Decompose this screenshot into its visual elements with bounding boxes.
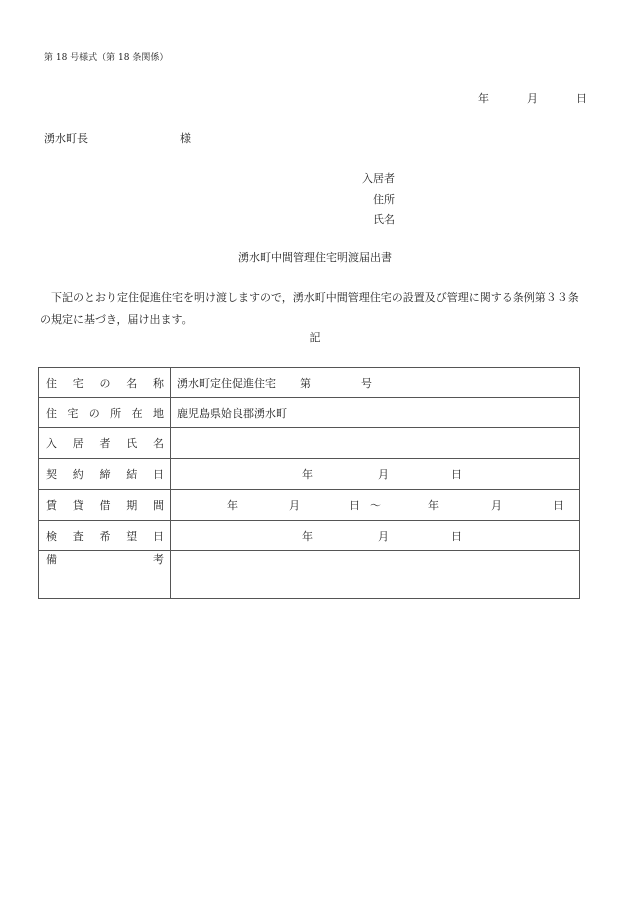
table-row-lease-period	[39, 490, 580, 521]
value-remarks[interactable]	[171, 551, 580, 599]
value-housing-location[interactable]	[171, 398, 580, 428]
table-row-resident-name	[39, 428, 580, 459]
table-row-housing-location	[39, 398, 580, 428]
label-inspection-date: 検 査 希 望 日	[39, 521, 171, 551]
notification-table	[38, 367, 580, 599]
value-housing-name[interactable]	[171, 368, 580, 398]
inspection-day-label: 日	[451, 529, 462, 543]
period-tilde: ～	[370, 499, 381, 512]
contract-month-label: 月	[378, 468, 389, 481]
period-end-year-label: 年	[428, 499, 439, 512]
value-lease-period[interactable]	[171, 490, 580, 521]
label-housing-name: 住 宅 の 名 称	[39, 368, 171, 398]
date-month-label: 月	[527, 92, 538, 105]
label-resident-name: 入 居 者 氏 名	[39, 428, 171, 459]
date-year-label: 年	[478, 92, 489, 105]
form-number: 第 18 号様式（第 18 条関係）	[44, 53, 169, 63]
table-row-inspection-date	[39, 521, 580, 551]
value-contract-date[interactable]	[171, 459, 580, 490]
table-row-remarks	[39, 551, 580, 599]
housing-number-prefix: 第	[300, 376, 311, 390]
contract-year-label: 年	[302, 468, 313, 481]
housing-number-suffix: 号	[361, 376, 372, 390]
period-start-year-label: 年	[227, 499, 238, 512]
inspection-year-label: 年	[302, 529, 313, 543]
housing-name-text: 湧水町定住促進住宅	[177, 376, 276, 390]
date-day-label: 日	[576, 92, 587, 105]
value-inspection-date[interactable]	[171, 521, 580, 551]
contract-day-label: 日	[451, 468, 462, 481]
inspection-month-label: 月	[378, 529, 389, 543]
body-text: 下記のとおり定住促進住宅を明け渡しますので，湧水町中間管理住宅の設置及び管理に関する条例第３３条の規定に基づき，届け出ます。	[40, 291, 579, 326]
applicant-name-label: 氏名	[373, 213, 395, 226]
label-remarks: 備 考	[39, 551, 171, 599]
housing-location-text: 鹿児島県姶良郡湧水町	[177, 406, 287, 420]
applicant-title: 入居者	[362, 172, 395, 185]
addressee-name: 湧水町長	[44, 132, 88, 145]
period-end-day-label: 日	[553, 499, 564, 512]
applicant-address-label: 住所	[373, 193, 395, 206]
period-end-month-label: 月	[491, 499, 502, 512]
document-title: 湧水町中間管理住宅明渡届出書	[238, 251, 392, 264]
table-row-contract-date	[39, 459, 580, 490]
value-resident-name[interactable]	[171, 428, 580, 459]
label-lease-period: 賃 貸 借 期 間	[39, 490, 171, 521]
addressee-honorific: 様	[180, 132, 191, 145]
period-start-month-label: 月	[289, 499, 300, 512]
period-start-day-label: 日	[349, 499, 360, 512]
ki-heading: 記	[309, 331, 321, 344]
label-housing-location: 住 宅 の 所 在 地	[39, 398, 171, 428]
label-contract-date: 契 約 締 結 日	[39, 459, 171, 490]
table-row-housing-name	[39, 368, 580, 398]
